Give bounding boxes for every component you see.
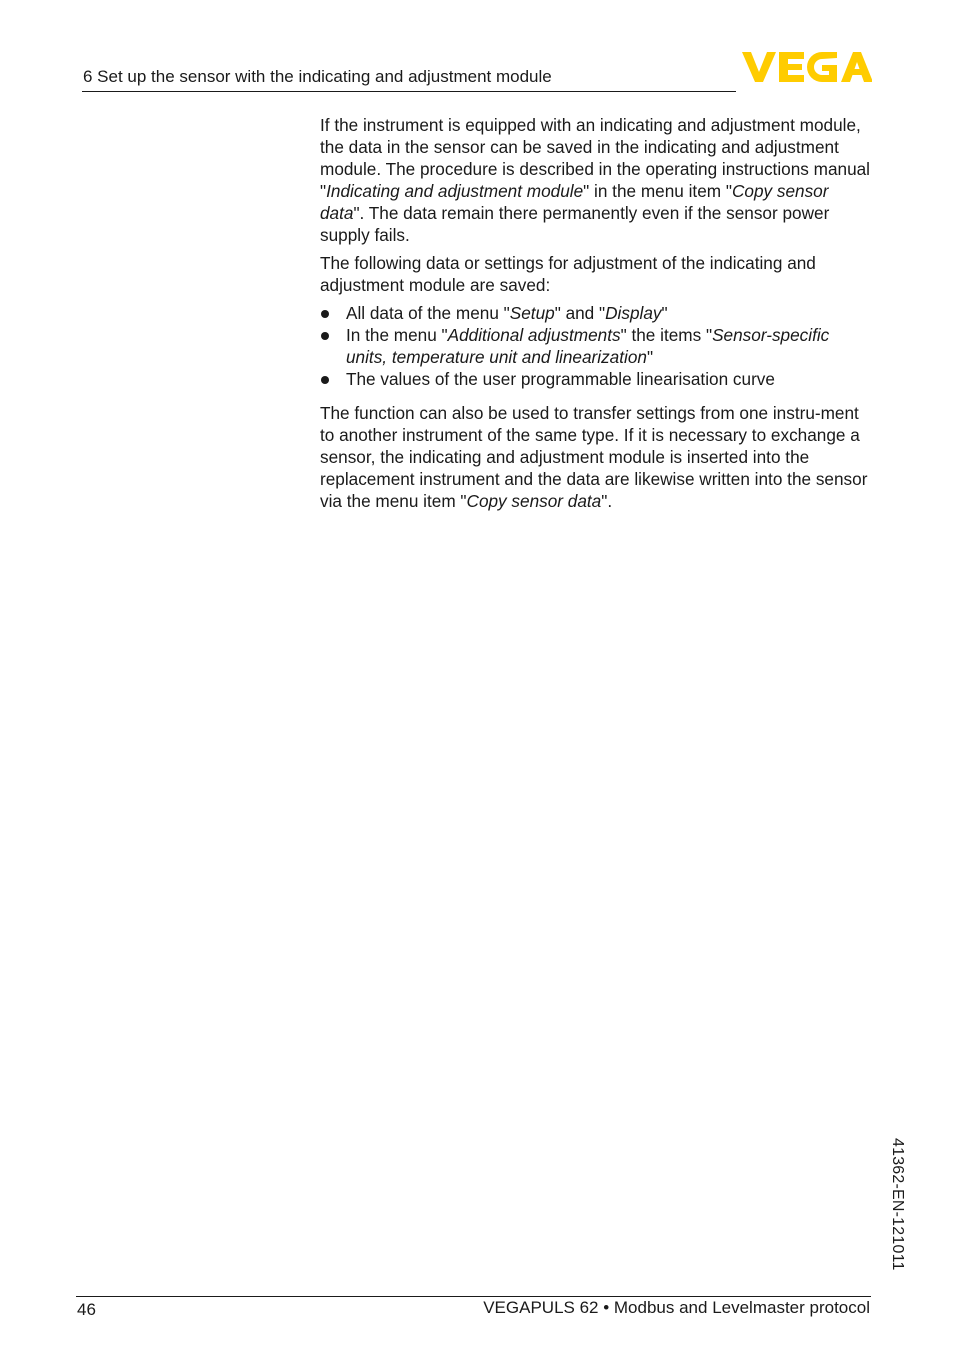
text-run: " [661, 303, 668, 323]
saved-data-list [320, 302, 872, 390]
paragraph-saved-data-intro: The following data or settings for adjustment of the indicating and adjustment module are saved: [320, 253, 816, 295]
page-number: 46 [77, 1300, 96, 1319]
menu-reference: Display [605, 303, 662, 323]
vega-logo [742, 52, 872, 82]
text-run: If the instrument is equipped with an indicating and adjustment module, the data in the sensor can be saved in the indicating and adjustment module. The procedure is described in the operating instructions manual " [320, 115, 870, 201]
text-run: ". The data remain there permanently even if the sensor power supply fails. [320, 203, 830, 245]
section-title: 6 Set up the sensor with the indicating and adjustment module [83, 67, 552, 86]
menu-reference: Additional adjustments [447, 325, 621, 345]
header-divider [82, 91, 736, 92]
bullet-icon [321, 332, 329, 340]
menu-reference: Indicating and adjustment module [326, 181, 584, 201]
menu-reference: Copy sensor data [466, 491, 602, 511]
menu-reference: Copy sensor data [320, 181, 829, 223]
menu-reference: Setup [509, 303, 555, 323]
text-run: All data of the menu " [346, 303, 510, 323]
main-content [320, 114, 872, 512]
document-title: VEGAPULS 62 • Modbus and Levelmaster protocol [483, 1298, 870, 1317]
text-run: " in the menu item " [583, 181, 732, 201]
text-run: " and " [554, 303, 606, 323]
text-run: " [646, 347, 654, 367]
text-run: The values of the user programmable linearisation curve [346, 369, 775, 389]
paragraph-instrument-module [320, 114, 872, 246]
text-run: In the menu " [346, 325, 448, 345]
list-item [320, 368, 872, 390]
paragraph-transfer-settings [320, 402, 872, 512]
list-item [320, 302, 872, 324]
list-item [320, 324, 872, 368]
text-run: " the items " [620, 325, 713, 345]
menu-reference: Sensor-specific units, temperature unit and linearization [346, 325, 830, 367]
text-run: The function can also be used to transfer settings from one instru-ment to another instrument of the same type. If it is necessary to exchange a sensor, the indicating and adjustment module is inserted into the replacement instrument and the data are likewise written into the sensor via the menu item " [320, 403, 868, 511]
bullet-icon [321, 376, 329, 384]
document-number: 41362-EN-121011 [889, 1138, 906, 1271]
bullet-icon [321, 310, 329, 318]
text-run: ". [601, 491, 613, 511]
